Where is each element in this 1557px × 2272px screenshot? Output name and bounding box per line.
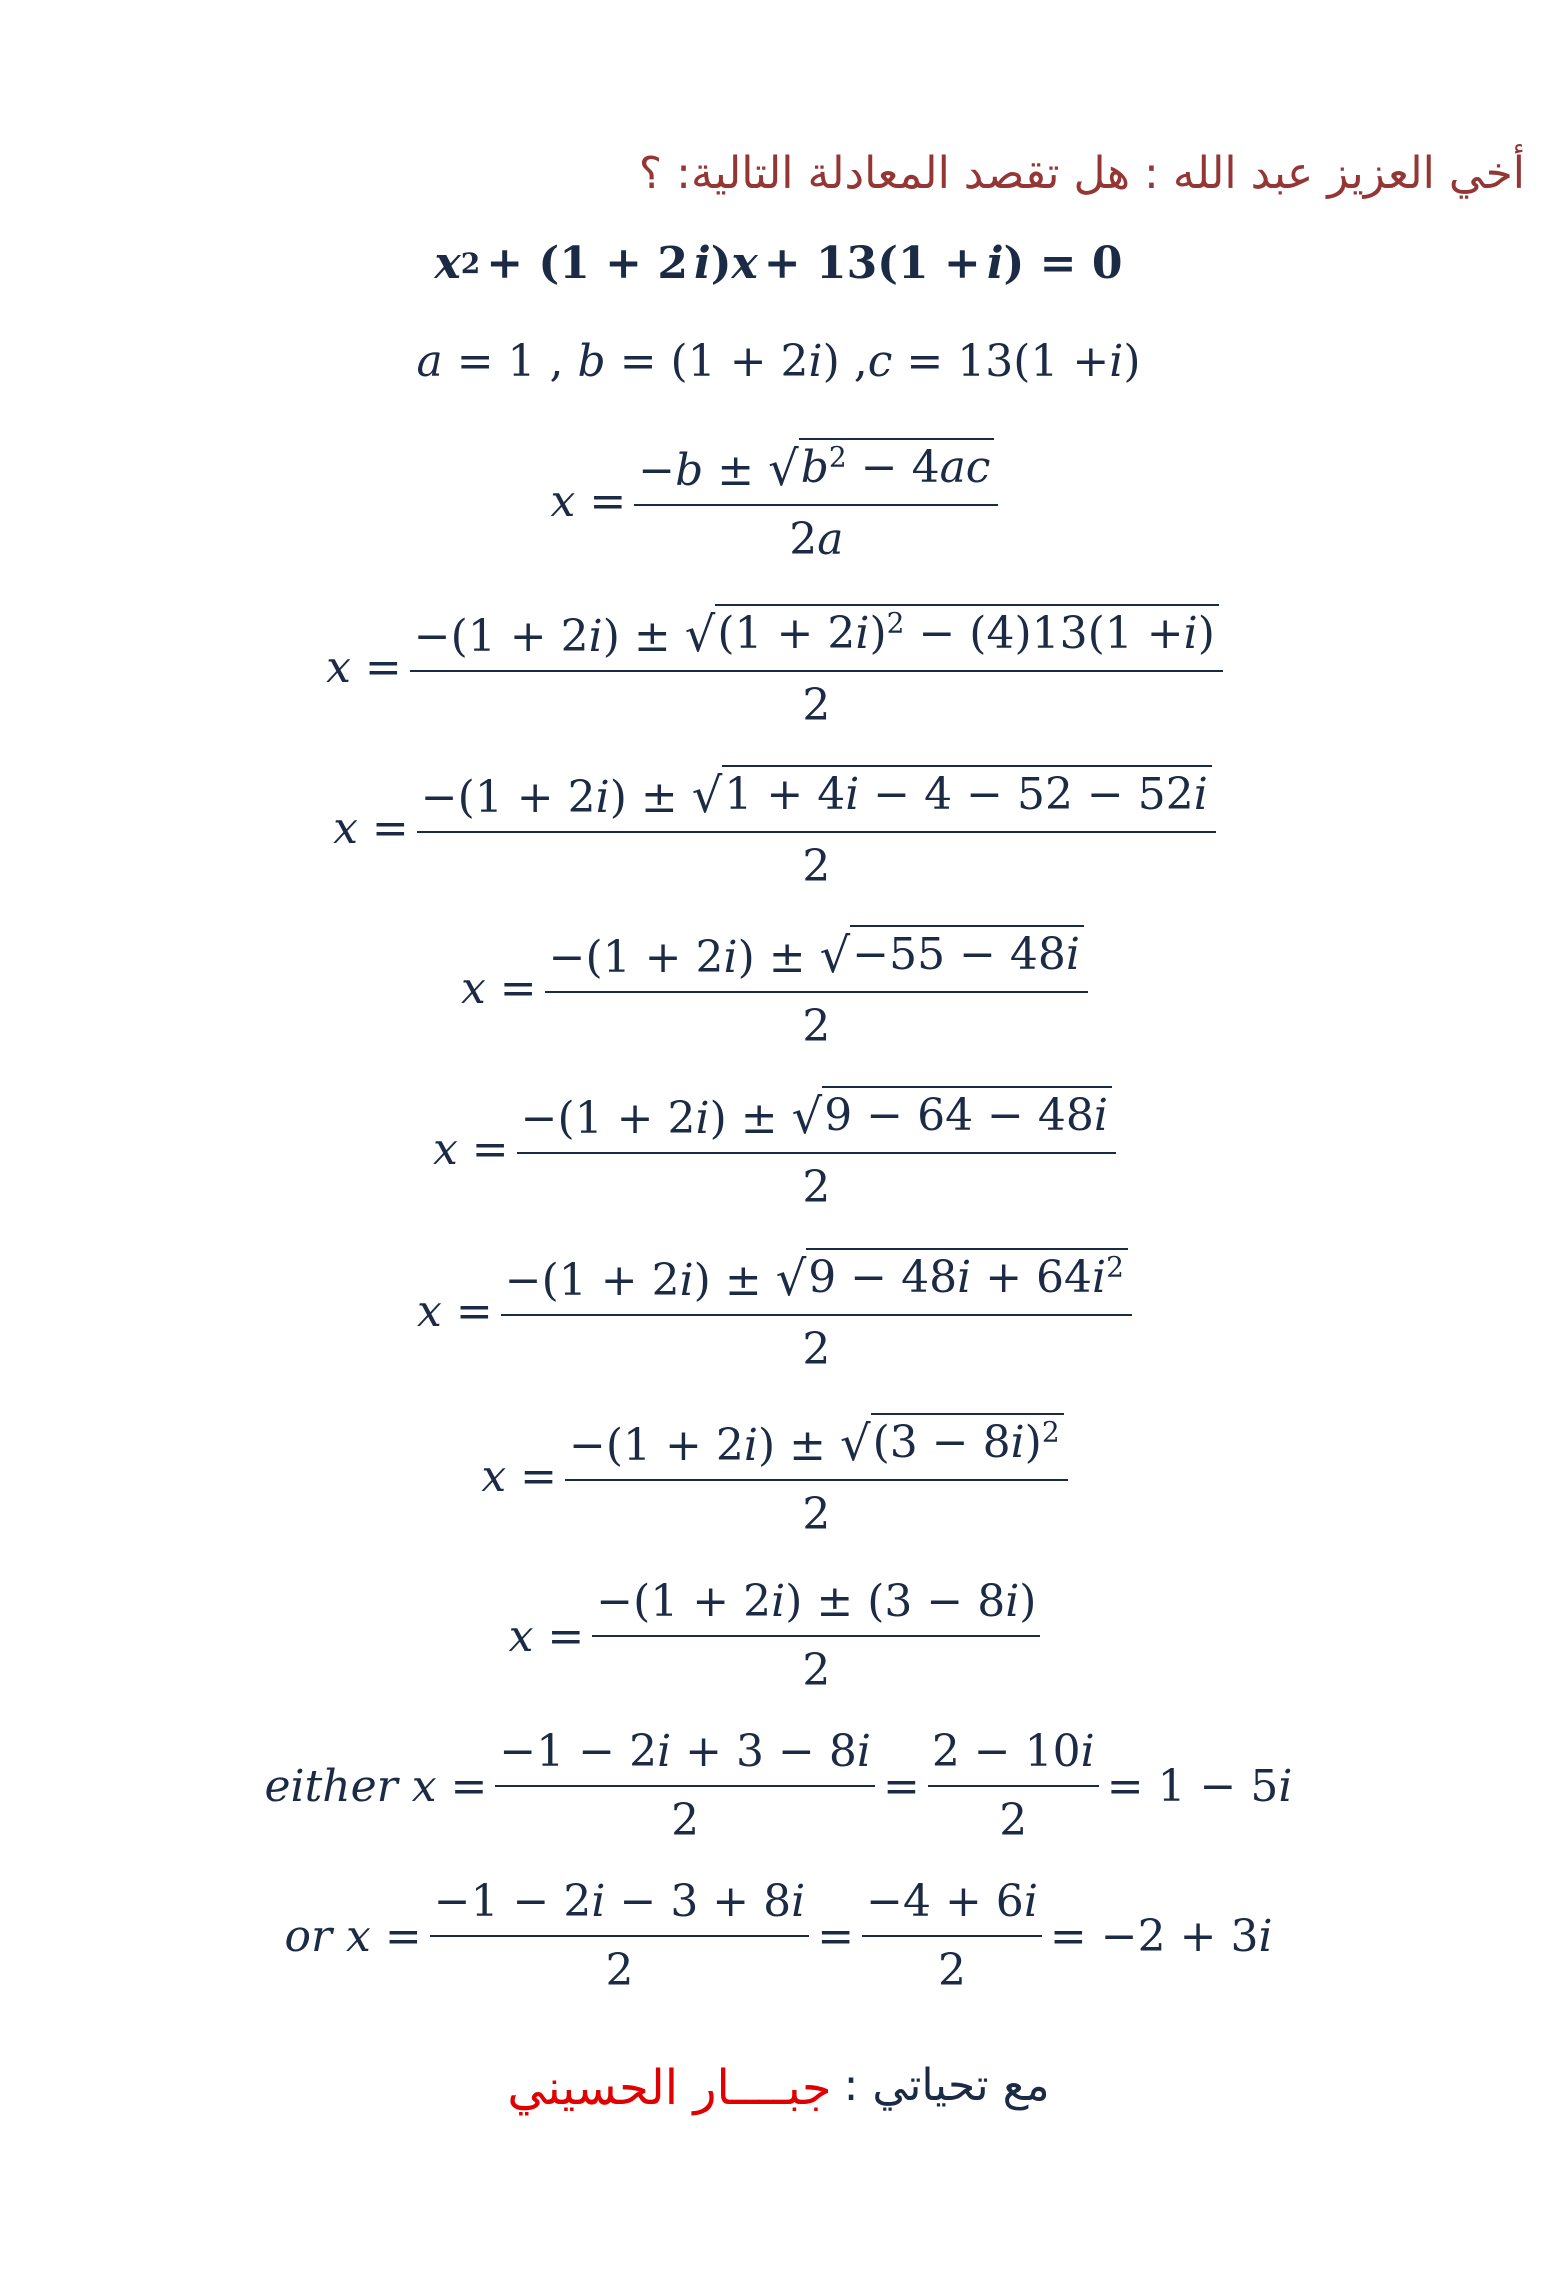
coefficients: a = 1 , b = (1 + 2 i ) , c = 13(1 + i ) bbox=[416, 336, 1141, 387]
step-simplify: x = −(1 + 2i) ± √ −55 − 48i 2 bbox=[0, 925, 1557, 1052]
equation: x 2 + (1 + 2 i ) x + 13(1 + i ) = 0 bbox=[434, 238, 1123, 289]
footer bbox=[0, 2060, 1557, 2116]
solution-either: either x = $\frac{-1 - 2i + 3 - 8i}{2}$ = $\frac{2 - 10i}{2}$ = 1 − 5 i bbox=[264, 1726, 1293, 1846]
greeting: مع تحياتي : bbox=[843, 2060, 1050, 2111]
quadratic-formula: x = −b ± √ $b^2 - 4ac$ 2a bbox=[0, 438, 1557, 565]
signature: جبــــار الحسيني bbox=[507, 2060, 832, 2116]
step-substitution: x = −(1 + 2i) ± √ $(1 + 2i)^2 - (4)13(1 +i)$ 2 bbox=[0, 604, 1557, 731]
step-perfect-square: x = −(1 + 2i) ± √ $(3 - 8i)^2$ 2 bbox=[0, 1413, 1557, 1540]
step-expand: x = −(1 + 2i) ± √ 1 + 4i − 4 − 52 − 52i 2 bbox=[0, 765, 1557, 892]
step-split: x = −(1 + 2i) ± √ 9 − 64 − 48i 2 bbox=[0, 1086, 1557, 1213]
solution-or: or x = $\frac{-1 - 2i - 3 + 8i}{2}$ = $\frac{-4 + 6i}{2}$ = −2 + 3 i bbox=[284, 1876, 1273, 1996]
step-square-form: x = −(1 + 2i) ± √ $9 - 48i + 64i^2$ 2 bbox=[0, 1248, 1557, 1375]
page-heading: أخي العزيز عبد الله : هل تقصد المعادلة التالية: ؟ bbox=[638, 148, 1525, 199]
step-root-taken: x = $\frac{-(1 + 2i) \pm (3 - 8i)}{2}$ bbox=[0, 1576, 1557, 1696]
